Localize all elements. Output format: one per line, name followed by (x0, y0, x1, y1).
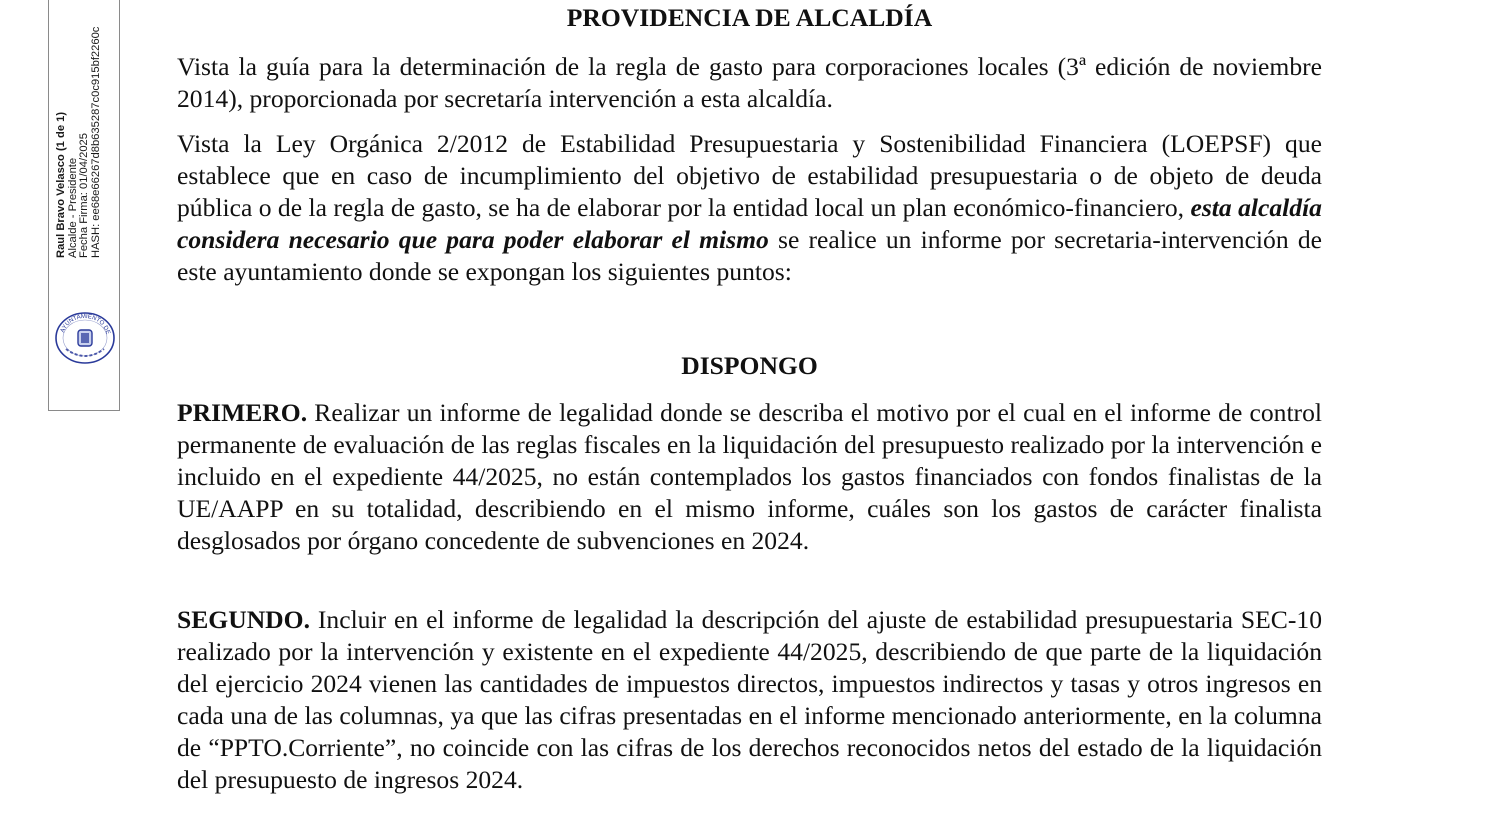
paragraph-text: se realice un informe por secretaria-intervención de este ayuntamiento donde se expongan los siguientes puntos: (177, 225, 1322, 286)
signature-hash: HASH: ee68e66267d8b635287c0c915bf2260c (89, 26, 102, 258)
paragraph-ley-organica (177, 128, 1322, 288)
clause-label: PRIMERO. (177, 398, 308, 427)
section-heading-dispongo: DISPONGO (681, 351, 818, 380)
paragraph-guia: Vista la guía para la determinación de la regla de gasto para corporaciones locales (3ª edición de noviembre 2014), proporcionada por secretaría intervención a esta alcaldía. (177, 52, 1322, 113)
emphasis-text: esta alcaldía considera necesario que para poder elaborar el mismo (177, 193, 1322, 254)
seal-text: AYUNTAMIENTO DE (59, 313, 111, 336)
signer-name: Raul Bravo Velasco (1 de 1) (55, 111, 67, 258)
clause-label: SEGUNDO. (177, 605, 310, 634)
municipal-seal-icon (54, 311, 116, 365)
document-title: PROVIDENCIA DE ALCALDÍA (566, 3, 933, 32)
signature-date: Fecha Firma: 01/04/2025 (78, 133, 91, 258)
signature-block (56, 27, 102, 258)
clause-text: Incluir en el informe de legalidad la descripción del ajuste de estabilidad presupuestaria SEC-10 realizado por la intervención y existente en el expediente 44/2025, describiendo de que parte de la liquidación del ejercicio 2024 vienen las cantidades de impuestos directos, impuestos indirectos y tasas y otros ingresos en cada una de las columnas, ya que las cifras presentadas en el informe mencionado anteriormente, en la columna de “PPTO.Corriente”, no coincide con las cifras de los derechos reconocidos netos del estado de la liquidación del presupuesto de ingresos 2024. (177, 605, 1322, 794)
signer-role: Alcalde - Presidente (66, 157, 79, 258)
paragraph-segundo (177, 604, 1322, 796)
clause-text: Realizar un informe de legalidad donde se describa el motivo por el cual en el informe de control permanente de evaluación de las reglas fiscales en la liquidación del presupuesto realizado por la intervención e incluido en el expediente 44/2025, no están contemplados los gastos financiados con fondos finalistas de la UE/AAPP en su totalidad, describiendo en el mismo informe, cuáles son los gastos de carácter finalista desglosados por órgano concedente de subvenciones en 2024. (177, 398, 1322, 555)
paragraph-text: Vista la Ley Orgánica 2/2012 de Estabilidad Presupuestaria y Sostenibilidad Financiera (LOEPSF) que establece que en caso de incumplimiento del objetivo de estabilidad presupuestaria o de objeto de deuda pública o de la regla de gasto, se ha de elaborar por la entidad local un plan económico-financiero, (177, 129, 1322, 222)
paragraph-primero (177, 397, 1322, 557)
